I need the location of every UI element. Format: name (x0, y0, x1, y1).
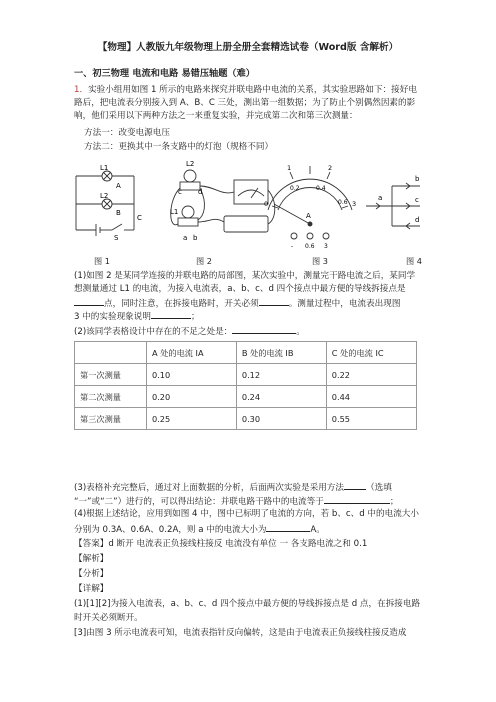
subquestion-3-text-2: “一”或“二”）进行的，可以得出结论：并联电路干路中的电流等于 (74, 497, 324, 507)
answer-line: 【答案】d 断开 电流表正负接线柱接反 电流没有单位 一 各支路电流之和 0.1 (74, 539, 368, 549)
fig1-label-c: C (137, 214, 142, 222)
table-header-cell: C 处的电流 IC (326, 342, 416, 364)
table-header-cell: B 处的电流 IB (236, 342, 326, 364)
fig1-label-l1: L1 (100, 164, 109, 172)
subquestion-1-line-4: 3 中的实验现象说明 ； (74, 309, 426, 323)
answer-blank-3[interactable] (151, 309, 191, 319)
fig2-label-b: b (193, 234, 198, 242)
fig4-label-b: b (415, 175, 420, 183)
fig2-label-a: a (183, 234, 188, 242)
subquestion-1-line-1: (1)如图 2 是某同学连接的并联电路的局部图，某次实验中，测量完干路电流之后，某同学 (74, 271, 416, 281)
fig3-scale-3: 3 (352, 200, 357, 208)
fig2-label-d: d (198, 188, 203, 196)
question-intro-line-3: 响，他们采用以下两种方法之一来重复实验，并完成第二次和第三次测量： (74, 111, 358, 121)
table-header-row (75, 342, 417, 364)
figure-3-ammeter (260, 160, 360, 250)
intro-text-1: 实验小组用如图 1 所示的电路来探究并联电路中电流的关系，其实验思路如下：接好电 (88, 85, 417, 95)
method-two: 方法二：更换其中一条支路中的灯泡（规格不同） (84, 142, 274, 152)
details-heading: 【详解】 (74, 584, 109, 594)
subquestion-1-text-3b: 。测量过程中，电流表出现图 (288, 299, 401, 309)
fig1-label-a: A (116, 182, 121, 190)
answer-blank-2[interactable] (259, 296, 289, 306)
fig1-label-s: S (114, 234, 119, 242)
figure-2-caption: 图 2 (196, 256, 212, 266)
answer-blank-6[interactable] (324, 494, 390, 504)
measurement-table (74, 341, 417, 430)
fig1-label-b: B (116, 209, 121, 217)
table-cell: 0.12 (236, 364, 326, 386)
question-intro-line-1 (74, 84, 426, 96)
question-number: 1． (74, 85, 89, 95)
fig3-scale-04: 0.4 (316, 185, 326, 192)
question-intro-line-2: 路后，把电流表分别接入到 A、B、C 三处，测出第一组数据；为了防止个别偶然因素的影 (74, 98, 416, 108)
fig2-label-l2: L2 (186, 160, 195, 168)
subquestion-4-unit: A。 (310, 525, 325, 535)
table-cell: 0.30 (236, 408, 326, 430)
breakdown-heading: 【分析】 (74, 569, 109, 579)
subquestion-4-line-1: (4)根据上述结论，应用到如图 4 中，图中已标明了电流的方向，若 b、c、d 中的电流大小 (74, 509, 419, 519)
fig4-label-c: c (415, 196, 419, 204)
subquestion-1-line-2: 想测量通过 L1 的电流，为接入电流表，a、b、c、d 四个接点中最方便的导线拆接点是 (74, 284, 406, 294)
subquestion-2-text: (2)该同学表格设计中存在的不足之处是： (74, 327, 233, 337)
fig4-label-d: d (415, 216, 420, 224)
table-cell: 0.22 (326, 364, 416, 386)
fig3-terminal-06: 0.6 (305, 243, 315, 250)
fig3-unit: A (306, 212, 311, 220)
analysis-heading: 【解析】 (74, 554, 109, 564)
detail-line-1: (1)[1][2]为接入电流表，a、b、c、d 四个接点中最方便的导线拆接点是 d 点，在拆接电路 (74, 599, 421, 609)
table-row (75, 364, 417, 386)
subquestion-4-line-2 (74, 522, 426, 536)
subquestion-3-text-1b: （选填 (366, 483, 392, 493)
subquestion-3-line-2: “一”或“二”）进行的，可以得出结论：并联电路干路中的电流等于 ； (74, 494, 426, 508)
table-cell: 0.44 (326, 386, 416, 408)
document-title: 【物理】人教版九年级物理上册全册全套精选试卷（Word版 含解析） (97, 42, 399, 53)
section-heading: 一、初三物理 电流和电路 易错压轴题（难） (74, 68, 255, 79)
table-cell: 0.10 (147, 364, 237, 386)
table-cell: 0.25 (147, 408, 237, 430)
subquestion-1-text-4: 3 中的实验现象说明 (74, 312, 151, 322)
answer-blank-5[interactable] (344, 480, 366, 490)
table-row (75, 386, 417, 408)
table-cell: 第一次测量 (75, 364, 147, 386)
detail-line-3: [3]由图 3 所示电流表可知，电流表指针反向偏转，这是由于电流表正负接线柱接反造成 (74, 628, 407, 638)
figure-3-caption: 图 3 (312, 256, 328, 266)
figure-4-caption: 图 4 (406, 256, 422, 266)
table-header-cell: A 处的电流 IA (147, 342, 237, 364)
table-row (75, 408, 417, 430)
fig3-scale-2: 2 (328, 164, 333, 172)
table-cell: 第二次测量 (75, 386, 147, 408)
answer-blank-7[interactable] (266, 522, 310, 532)
fig2-label-l1: L1 (170, 208, 179, 216)
subquestion-1-text-3a: 点，同时注意，在拆接电路时，开关必须 (104, 299, 259, 309)
table-cell: 0.20 (147, 386, 237, 408)
figure-1-circuit (72, 164, 168, 244)
fig3-scale-06: 0.6 (338, 199, 348, 206)
subquestion-3-line-1 (74, 480, 426, 494)
subquestion-2: (2)该同学表格设计中存在的不足之处是： 。 (74, 324, 426, 338)
figure-1-caption: 图 1 (94, 256, 110, 266)
fig1-label-l2: L2 (100, 192, 109, 200)
detail-line-2: 时开关必须断开。 (74, 613, 143, 623)
method-one: 方法一：改变电源电压 (84, 128, 170, 138)
table-cell: 0.24 (236, 386, 326, 408)
table-cell: 第三次测量 (75, 408, 147, 430)
fig3-terminal-minus: - (291, 243, 294, 250)
table-cell: 0.55 (326, 408, 416, 430)
fig2-label-c: c (178, 188, 182, 196)
subquestion-1-line-3 (74, 296, 426, 310)
answer-blank-1[interactable] (74, 296, 104, 306)
fig4-label-a: a (378, 194, 383, 202)
fig3-scale-0: 0 (264, 200, 269, 208)
fig3-scale-1: 1 (287, 164, 292, 172)
answer-blank-4[interactable] (232, 324, 296, 334)
figure-4-junction (364, 172, 422, 242)
fig3-scale-02: 0.2 (290, 185, 300, 192)
fig3-terminal-3: 3 (324, 243, 328, 250)
subquestion-4-text-2: 分别为 0.3A、0.6A、0.2A，则 a 中的电流大小为 (74, 525, 267, 535)
subquestion-3-text-1a: (3)表格补充完整后，通过对上面数据的分析，后面两次实验是采用方法 (74, 483, 344, 493)
table-header-cell (75, 342, 147, 364)
